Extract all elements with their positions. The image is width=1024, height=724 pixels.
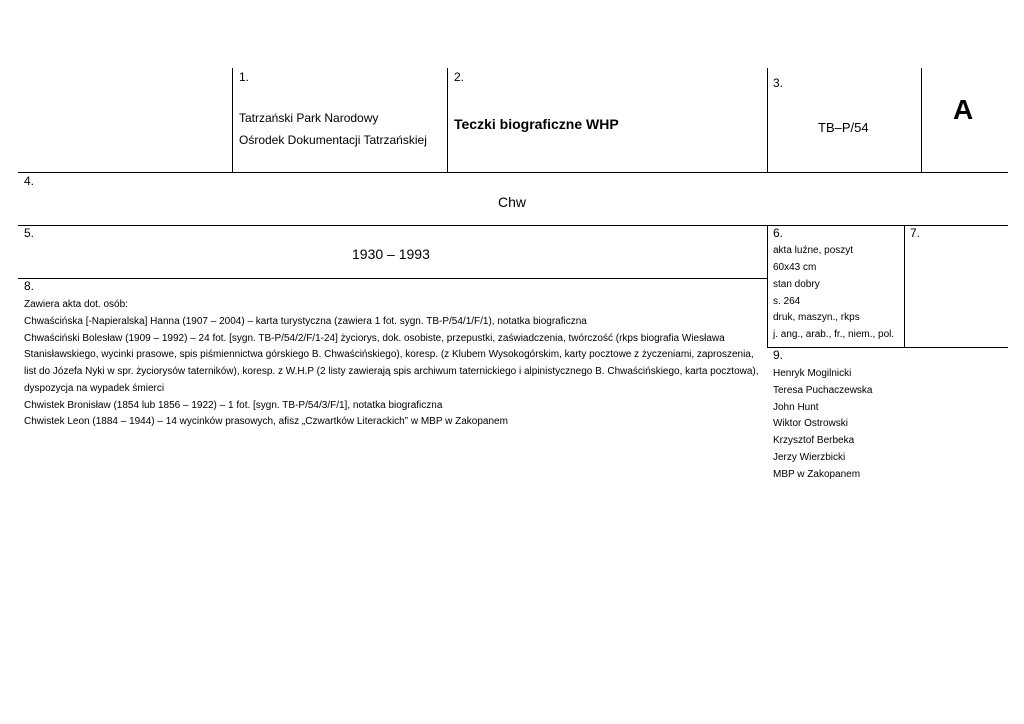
physical-description-line: s. 264 <box>773 296 801 307</box>
field1-number: 1. <box>239 70 250 84</box>
divider-h-field5-bottom <box>18 278 767 279</box>
contents-line: list do Józefa Nyki w spr. życiorysów taterników), koresp. z W.H.P (2 listy zawierają spis archiwum taternickiego i alpinistycznego B. Chwaścińskiego, karta pocztowa), <box>24 366 759 377</box>
collection-title: Teczki biograficzne WHP <box>454 116 619 132</box>
contents-line: Chwaściński Bolesław (1909 – 1992) – 24 fot. [sygn. TB-P/54/2/F/1-24] życiorys, dok. osobiste, przepustki, zaświadczenia, twórczość (rkps biografia Wiesława <box>24 333 725 344</box>
divider-v-letter-left <box>921 68 922 172</box>
field4-number: 4. <box>24 174 35 188</box>
contents-line: Chwaścińska [-Napieralska] Hanna (1907 – 2004) – karta turystyczna (zawiera 1 fot. sygn. TB-P/54/1/F/1), notatka biograficzna <box>24 316 587 327</box>
related-person: Jerzy Wierzbicki <box>773 452 846 463</box>
field2-number: 2. <box>454 70 465 84</box>
divider-h-field6-bottom <box>767 347 1008 348</box>
contents-line: Chwistek Leon (1884 – 1944) – 14 wycinków prasowych, afisz „Czwartków Literackich” w MBP w Zakopanem <box>24 416 508 427</box>
category-letter: A <box>953 94 974 125</box>
institution-department: Ośrodek Dokumentacji Tatrzańskiej <box>239 133 427 147</box>
related-person: Teresa Puchaczewska <box>773 385 873 396</box>
divider-v-field2-left <box>447 68 448 172</box>
related-person: Wiktor Ostrowski <box>773 418 848 429</box>
physical-description-line: stan dobry <box>773 279 820 290</box>
divider-h-header-bottom <box>18 172 1008 173</box>
field5-number: 5. <box>24 226 35 240</box>
field7-number: 7. <box>910 226 921 240</box>
physical-description-line: 60x43 cm <box>773 262 817 273</box>
divider-v-field3-left <box>767 68 768 172</box>
field9-number: 9. <box>773 348 784 362</box>
contents-line: Chwistek Bronisław (1854 lub 1856 – 1922) – 1 fot. [sygn. TB-P/54/3/F/1], notatka biograficzna <box>24 400 443 411</box>
related-person: MBP w Zakopanem <box>773 469 861 480</box>
related-person: Henryk Mogilnicki <box>773 368 852 379</box>
divider-h-field4-bottom <box>18 225 1008 226</box>
physical-description-line: akta luźne, poszyt <box>773 245 854 256</box>
institution-name: Tatrzański Park Narodowy <box>239 111 379 125</box>
physical-description-line: j. ang., arab., fr., niem., pol. <box>773 329 895 340</box>
field6-number: 6. <box>773 226 784 240</box>
field8-number: 8. <box>24 279 35 293</box>
contents-line: Zawiera akta dot. osób: <box>24 299 128 310</box>
divider-v-field1-left <box>232 68 233 172</box>
signature-code: TB–P/54 <box>818 120 869 135</box>
name-range: Chw <box>498 194 527 210</box>
contents-line: dyspozycja na wypadek śmierci <box>24 383 165 394</box>
related-person: Krzysztof Berbeka <box>773 435 855 446</box>
contents-line: Stanisławskiego, wycinki prasowe, spis piśmiennictwa górskiego B. Chwaścińskiego), koresp. (z Klubem Wysokogórskim, karty pocztowe z życzeniami, zaproszenia, <box>24 349 754 360</box>
related-person: John Hunt <box>773 402 819 413</box>
date-range: 1930 – 1993 <box>352 246 430 262</box>
field3-number: 3. <box>773 76 784 90</box>
divider-v-field7-left <box>904 225 905 347</box>
physical-description-line: druk, maszyn., rkps <box>773 312 860 323</box>
divider-v-field6-left <box>767 225 768 347</box>
